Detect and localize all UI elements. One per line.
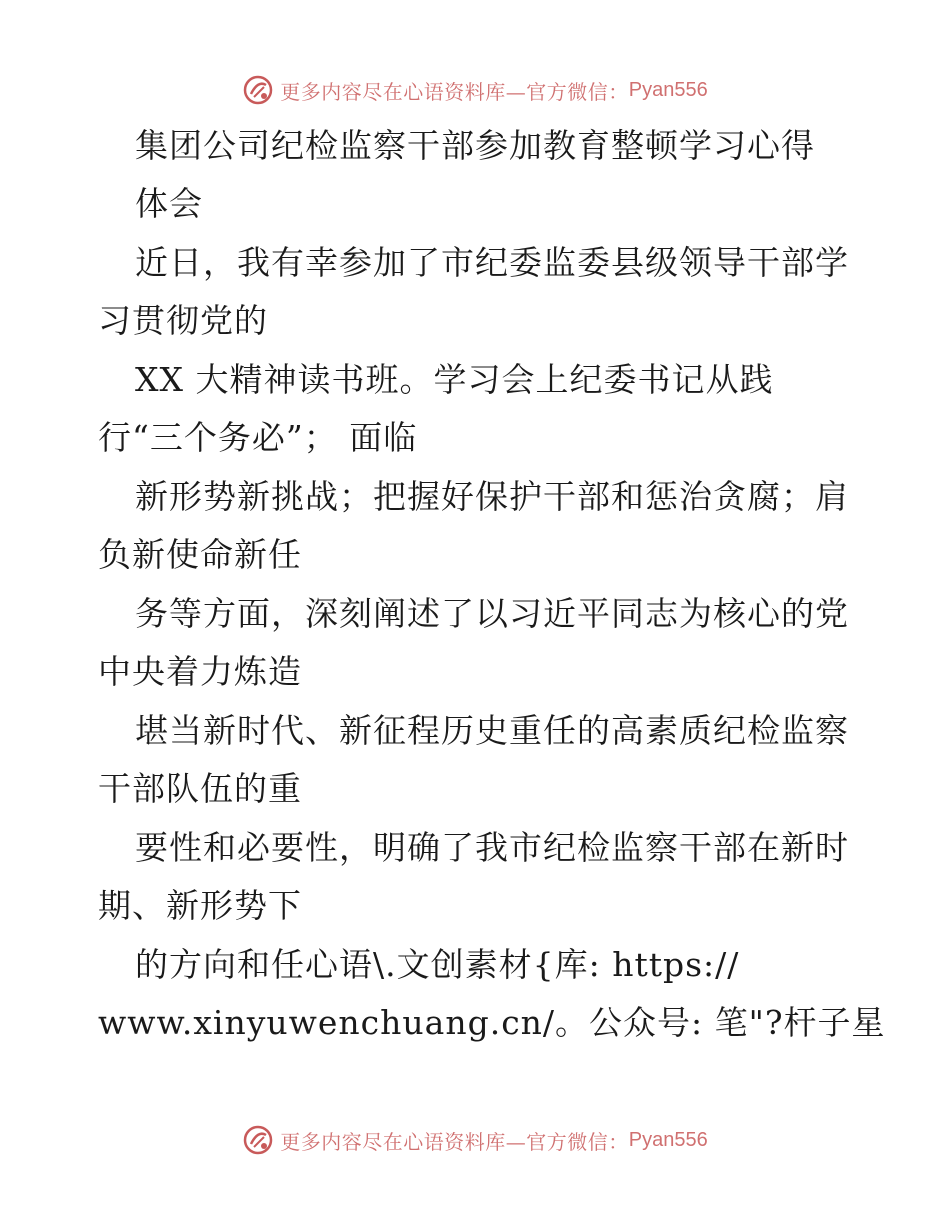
paragraph-line: 负新使命新任 xyxy=(98,535,302,574)
paragraph-line: 务等方面，深刻阐述了以习近平同志为核心的党 xyxy=(135,594,849,633)
paragraph-line: 干部队伍的重 xyxy=(98,769,302,808)
header-banner xyxy=(0,70,950,110)
paragraph-line: 习贯彻党的 xyxy=(98,301,268,340)
paragraph-line: 要性和必要性，明确了我市纪检监察干部在新时 xyxy=(135,828,849,867)
paragraph-line: 行“三个务必”； 面临 xyxy=(98,418,418,457)
footer-banner xyxy=(0,1120,950,1160)
paragraph-line: www.xinyuwenchuang.cn/。公众号: 笔"?杆子星 xyxy=(98,1003,886,1042)
paragraph-line: 堪当新时代、新征程历史重任的高素质纪检监察 xyxy=(135,711,849,750)
header-banner-handle: Pyan556 xyxy=(628,78,708,101)
document-title-line: 体会 xyxy=(135,184,203,223)
header-banner-text: 更多内容尽在心语资料库—官方微信： xyxy=(280,79,629,104)
brand-logo-icon xyxy=(242,74,274,106)
paragraph-line: XX 大精神读书班。学习会上纪委书记从践 xyxy=(135,360,774,399)
paragraph-line: 中央着力炼造 xyxy=(98,652,302,691)
document-title-line: 集团公司纪检监察干部参加教育整顿学习心得 xyxy=(135,126,815,165)
paragraph-line: 新形势新挑战；把握好保护干部和惩治贪腐；肩 xyxy=(135,477,849,516)
brand-logo-icon xyxy=(242,1124,274,1156)
paragraph-line: 的方向和任心语\.文创素材{库: https:// xyxy=(135,945,740,984)
paragraph-line: 近日，我有幸参加了市纪委监委县级领导干部学 xyxy=(135,243,849,282)
footer-banner-text: 更多内容尽在心语资料库—官方微信： xyxy=(280,1129,629,1154)
paragraph-line: 期、新形势下 xyxy=(98,886,302,925)
footer-banner-handle: Pyan556 xyxy=(628,1128,708,1151)
